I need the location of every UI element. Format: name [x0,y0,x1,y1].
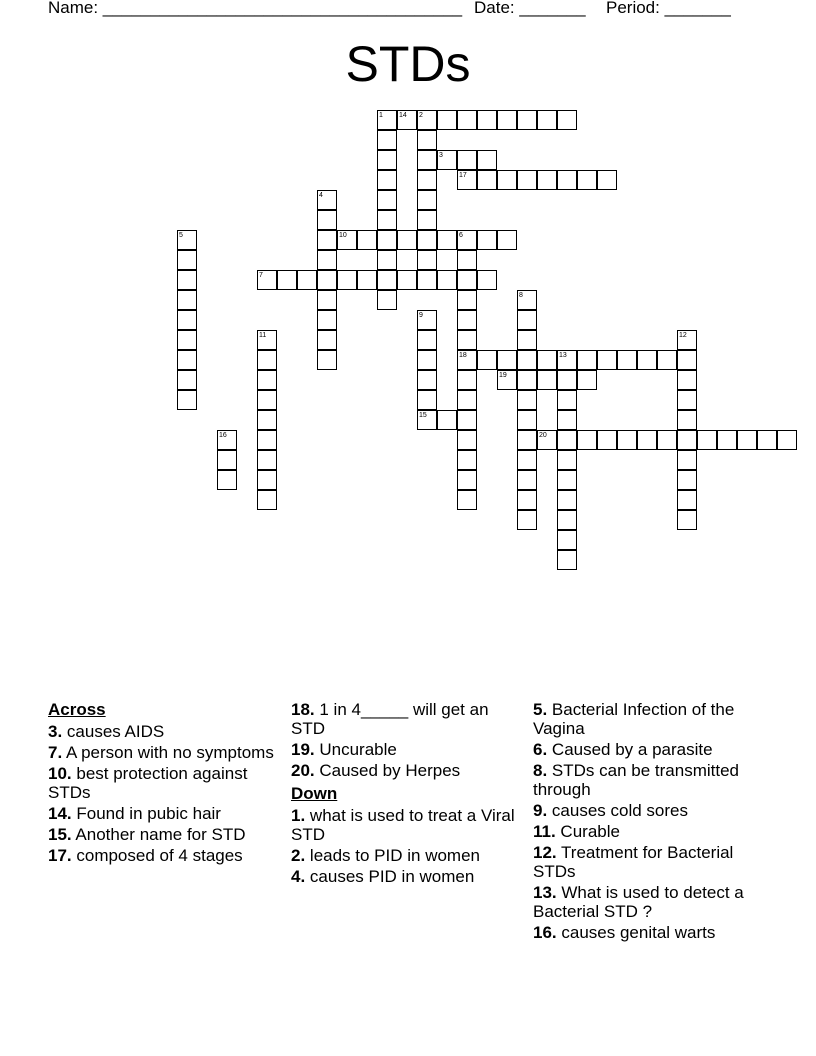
clue-item [48,804,280,823]
grid-cell[interactable] [457,370,477,390]
grid-cell[interactable] [597,430,617,450]
cell-number: 17 [459,172,467,179]
grid-cell[interactable] [177,270,197,290]
grid-cell[interactable] [317,330,337,350]
clue-item [533,801,765,820]
clue-item [48,743,280,762]
grid-cell[interactable] [417,190,437,210]
grid-cell[interactable] [557,370,577,390]
grid-cell[interactable] [257,490,277,510]
grid-cell[interactable] [517,470,537,490]
cell-number: 19 [499,372,507,379]
grid-cell[interactable] [457,150,477,170]
clue-number: 3. [48,722,63,741]
grid-cell[interactable] [257,270,277,290]
grid-cell[interactable] [397,270,417,290]
grid-cell[interactable] [557,510,577,530]
grid-cell[interactable] [417,330,437,350]
clue-text: A person with no symptoms [62,743,274,762]
grid-cell[interactable] [257,390,277,410]
clue-number: 1. [291,806,306,825]
grid-cell[interactable] [317,250,337,270]
grid-cell[interactable] [177,230,197,250]
grid-cell[interactable] [597,170,617,190]
cell-number: 2 [419,112,423,119]
grid-cell[interactable] [217,470,237,490]
clue-number: 19. [291,740,315,759]
grid-cell[interactable] [457,110,477,130]
grid-cell[interactable] [377,170,397,190]
grid-cell[interactable] [377,230,397,250]
clue-item [48,846,280,865]
grid-cell[interactable] [257,470,277,490]
grid-cell[interactable] [657,430,677,450]
grid-cell[interactable] [417,150,437,170]
grid-cell[interactable] [437,270,457,290]
grid-cell[interactable] [497,110,517,130]
grid-cell[interactable] [677,330,697,350]
grid-cell[interactable] [457,230,477,250]
cell-number: 5 [179,232,183,239]
name-field-label[interactable]: Name: ______________________________________ [48,0,463,17]
grid-cell[interactable] [417,230,437,250]
clue-item [48,764,280,802]
clue-item [291,867,523,886]
clue-item [291,806,523,844]
cell-number: 12 [679,332,687,339]
clue-text: Bacterial Infection of the Vagina [533,700,735,738]
clue-text: causes PID in women [305,867,475,886]
grid-cell[interactable] [177,250,197,270]
grid-cell[interactable] [217,450,237,470]
clue-number: 2. [291,846,306,865]
grid-cell[interactable] [457,490,477,510]
clue-item [291,740,523,759]
clues-column-1 [48,700,280,867]
grid-cell[interactable] [677,430,697,450]
grid-cell[interactable] [557,530,577,550]
grid-cell[interactable] [557,170,577,190]
grid-cell[interactable] [417,410,437,430]
clue-number: 20. [291,761,315,780]
grid-cell[interactable] [717,430,737,450]
grid-cell[interactable] [657,350,677,370]
grid-cell[interactable] [417,250,437,270]
clue-number: 7. [48,743,63,762]
grid-cell[interactable] [377,270,397,290]
grid-cell[interactable] [357,230,377,250]
grid-cell[interactable] [437,230,457,250]
grid-cell[interactable] [557,490,577,510]
grid-cell[interactable] [217,430,237,450]
grid-cell[interactable] [537,170,557,190]
clue-text: 1 in 4_____ will get an STD [291,700,489,738]
cell-number: 11 [259,332,267,339]
grid-cell[interactable] [177,390,197,410]
grid-cell[interactable] [557,350,577,370]
grid-cell[interactable] [257,350,277,370]
grid-cell[interactable] [457,390,477,410]
cell-number: 10 [339,232,347,239]
grid-cell[interactable] [457,450,477,470]
grid-cell[interactable] [317,290,337,310]
grid-cell[interactable] [577,430,597,450]
grid-cell[interactable] [517,330,537,350]
grid-cell[interactable] [697,430,717,450]
clue-text: causes cold sores [547,801,688,820]
grid-cell[interactable] [297,270,317,290]
grid-cell[interactable] [437,110,457,130]
grid-cell[interactable] [777,430,797,450]
grid-cell[interactable] [537,110,557,130]
cell-number: 16 [219,432,227,439]
clue-item [48,825,280,844]
clue-item [48,722,280,741]
grid-cell[interactable] [317,230,337,250]
grid-cell[interactable] [417,210,437,230]
grid-cell[interactable] [457,170,477,190]
grid-cell[interactable] [257,410,277,430]
grid-cell[interactable] [577,350,597,370]
grid-cell[interactable] [517,430,537,450]
clue-number: 17. [48,846,72,865]
grid-cell[interactable] [417,350,437,370]
clue-item [533,700,765,738]
grid-cell[interactable] [497,350,517,370]
grid-cell[interactable] [517,290,537,310]
grid-cell[interactable] [497,170,517,190]
clue-text: best protection against STDs [48,764,248,802]
grid-cell[interactable] [757,430,777,450]
grid-cell[interactable] [377,290,397,310]
grid-cell[interactable] [417,170,437,190]
clue-number: 14. [48,804,72,823]
grid-cell[interactable] [177,350,197,370]
grid-cell[interactable] [317,190,337,210]
grid-cell[interactable] [557,550,577,570]
grid-cell[interactable] [457,410,477,430]
grid-cell[interactable] [517,370,537,390]
date-field-label[interactable]: Date: _______ [474,0,586,17]
grid-cell[interactable] [317,310,337,330]
grid-cell[interactable] [177,290,197,310]
grid-cell[interactable] [557,450,577,470]
clue-text: Another name for STD [71,825,246,844]
grid-cell[interactable] [417,110,437,130]
grid-cell[interactable] [257,430,277,450]
clue-number: 15. [48,825,72,844]
grid-cell[interactable] [597,350,617,370]
grid-cell[interactable] [417,370,437,390]
grid-cell[interactable] [417,130,437,150]
grid-cell[interactable] [517,110,537,130]
period-field-label[interactable]: Period: _______ [606,0,731,17]
clue-number: 8. [533,761,548,780]
grid-cell[interactable] [517,350,537,370]
clue-text: Treatment for Bacterial STDs [533,843,734,881]
grid-cell[interactable] [497,230,517,250]
grid-cell[interactable] [517,170,537,190]
clue-text: Uncurable [314,740,397,759]
grid-cell[interactable] [377,250,397,270]
clue-number: 4. [291,867,306,886]
page-title: STDs [345,36,471,92]
cell-number: 15 [419,412,427,419]
grid-cell[interactable] [677,350,697,370]
clues-column-2 [291,700,523,888]
grid-cell[interactable] [677,390,697,410]
clue-text: STDs can be transmitted through [533,761,739,799]
grid-cell[interactable] [557,430,577,450]
grid-cell[interactable] [637,350,657,370]
grid-cell[interactable] [337,230,357,250]
grid-cell[interactable] [677,510,697,530]
grid-cell[interactable] [517,410,537,430]
grid-cell[interactable] [557,390,577,410]
grid-cell[interactable] [257,370,277,390]
grid-cell[interactable] [617,350,637,370]
grid-cell[interactable] [517,390,537,410]
clue-item [291,700,523,738]
grid-cell[interactable] [317,350,337,370]
grid-cell[interactable] [377,130,397,150]
clue-text: composed of 4 stages [71,846,243,865]
clue-number: 18. [291,700,315,719]
cell-number: 3 [439,152,443,159]
grid-cell[interactable] [437,410,457,430]
grid-cell[interactable] [677,370,697,390]
grid-cell[interactable] [377,110,397,130]
clue-number: 5. [533,700,548,719]
clue-text: what is used to treat a Viral STD [291,806,515,844]
grid-cell[interactable] [397,230,417,250]
grid-cell[interactable] [577,370,597,390]
clue-text: Caused by Herpes [314,761,461,780]
grid-cell[interactable] [377,190,397,210]
grid-cell[interactable] [497,370,517,390]
grid-cell[interactable] [537,370,557,390]
grid-cell[interactable] [457,250,477,270]
clue-item [291,846,523,865]
grid-cell[interactable] [477,270,497,290]
cell-number: 7 [259,272,263,279]
grid-cell[interactable] [177,310,197,330]
clue-text: Found in pubic hair [71,804,221,823]
clue-item [533,883,765,921]
grid-cell[interactable] [337,270,357,290]
clue-number: 11. [533,822,556,841]
clue-text: What is used to detect a Bacterial STD ? [533,883,744,921]
grid-cell[interactable] [457,270,477,290]
grid-cell[interactable] [317,270,337,290]
grid-cell[interactable] [637,430,657,450]
across-heading: Across [48,700,106,719]
cell-number: 6 [459,232,463,239]
grid-cell[interactable] [517,490,537,510]
grid-cell[interactable] [517,450,537,470]
clue-text: Caused by a parasite [547,740,713,759]
grid-cell[interactable] [417,310,437,330]
clue-number: 12. [533,843,557,862]
grid-cell[interactable] [457,310,477,330]
cell-number: 4 [319,192,323,199]
cell-number: 1 [379,112,383,119]
grid-cell[interactable] [397,110,417,130]
cell-number: 18 [459,352,467,359]
clue-item [533,761,765,799]
grid-cell[interactable] [477,150,497,170]
grid-cell[interactable] [377,210,397,230]
grid-cell[interactable] [477,170,497,190]
clue-number: 6. [533,740,548,759]
grid-cell[interactable] [417,390,437,410]
grid-cell[interactable] [617,430,637,450]
cell-number: 9 [419,312,423,319]
grid-cell[interactable] [537,430,557,450]
grid-cell[interactable] [277,270,297,290]
grid-cell[interactable] [557,110,577,130]
clue-item [291,761,523,780]
cell-number: 13 [559,352,567,359]
grid-cell[interactable] [517,510,537,530]
grid-cell[interactable] [737,430,757,450]
clue-item [533,822,765,841]
grid-cell[interactable] [457,350,477,370]
grid-cell[interactable] [417,270,437,290]
clue-text: causes AIDS [62,722,165,741]
grid-cell[interactable] [477,110,497,130]
clue-text: leads to PID in women [305,846,480,865]
clue-item [533,843,765,881]
clue-item [533,740,765,759]
clue-text: Curable [555,822,620,841]
grid-cell[interactable] [557,470,577,490]
clue-item [533,923,765,942]
down-heading: Down [291,784,338,803]
grid-cell[interactable] [457,290,477,310]
grid-cell[interactable] [677,470,697,490]
clue-number: 16. [533,923,557,942]
grid-cell[interactable] [457,430,477,450]
grid-cell[interactable] [377,150,397,170]
grid-cell[interactable] [677,410,697,430]
grid-cell[interactable] [257,450,277,470]
grid-cell[interactable] [557,410,577,430]
grid-cell[interactable] [437,150,457,170]
grid-cell[interactable] [537,350,557,370]
grid-cell[interactable] [177,370,197,390]
grid-cell[interactable] [677,450,697,470]
cell-number: 20 [539,432,547,439]
grid-cell[interactable] [677,490,697,510]
grid-cell[interactable] [357,270,377,290]
grid-cell[interactable] [517,310,537,330]
cell-number: 14 [399,112,407,119]
grid-cell[interactable] [457,330,477,350]
grid-cell[interactable] [477,350,497,370]
grid-cell[interactable] [177,330,197,350]
header [0,0,816,24]
clue-number: 9. [533,801,548,820]
grid-cell[interactable] [457,470,477,490]
grid-cell[interactable] [577,170,597,190]
grid-cell[interactable] [477,230,497,250]
clue-number: 10. [48,764,72,783]
grid-cell[interactable] [317,210,337,230]
clues-column-3 [533,700,765,944]
grid-cell[interactable] [257,330,277,350]
clue-number: 13. [533,883,557,902]
cell-number: 8 [519,292,523,299]
clue-text: causes genital warts [556,923,716,942]
